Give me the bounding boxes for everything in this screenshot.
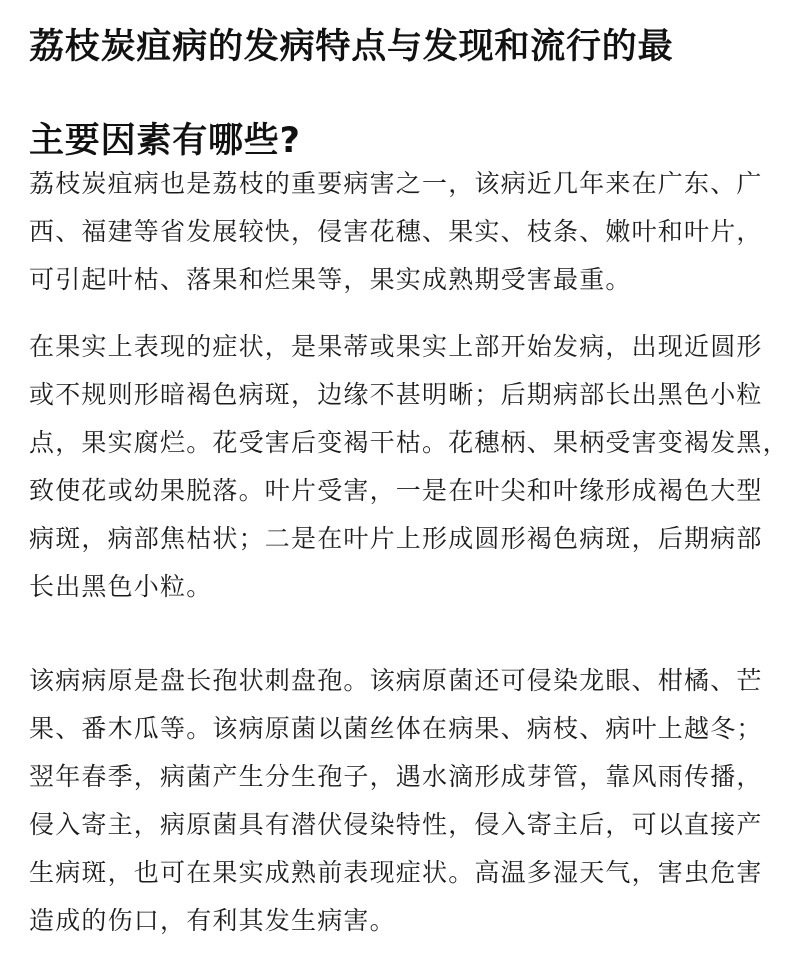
paragraph-line: 果、番木瓜等。该病原菌以菌丝体在病果、病枝、病叶上越冬； — [29, 714, 763, 743]
paragraph-line: 在果实上表现的症状，是果蒂或果实上部开始发病，出现近圆形 — [29, 332, 763, 361]
paragraph-line: 点，果实腐烂。花受害后变褐干枯。花穗柄、果柄受害变褐发黑， — [29, 428, 789, 457]
paragraph-line: 病斑，病部焦枯状；二是在叶片上形成圆形褐色病斑，后期病部 — [29, 524, 763, 553]
paragraph-overview — [29, 160, 763, 304]
title-line: 主要因素有哪些? — [29, 121, 301, 161]
paragraph-line: 侵入寄主，病原菌具有潜伏侵染特性，侵入寄主后，可以直接产 — [29, 810, 763, 839]
paragraph-line: 致使花或幼果脱落。叶片受害，一是在叶尖和叶缘形成褐色大型 — [29, 476, 763, 505]
paragraph-pathogen — [29, 657, 763, 945]
paragraph-line: 该病病原是盘长孢状刺盘孢。该病原菌还可侵染龙眼、柑橘、芒 — [29, 666, 763, 695]
paragraph-line: 造成的伤口，有利其发生病害。 — [29, 906, 396, 935]
paragraph-line: 可引起叶枯、落果和烂果等，果实成熟期受害最重。 — [29, 265, 632, 294]
paragraph-line: 或不规则形暗褐色病斑，边缘不甚明晰；后期病部长出黑色小粒 — [29, 380, 763, 409]
paragraph-line: 生病斑，也可在果实成熟前表现症状。高温多湿天气，害虫危害 — [29, 858, 763, 887]
paragraph-line: 长出黑色小粒。 — [29, 572, 213, 601]
paragraph-line: 西、福建等省发展较快，侵害花穗、果实、枝条、嫩叶和叶片， — [29, 217, 763, 246]
title-line: 荔枝炭疽病的发病特点与发现和流行的最 — [29, 27, 674, 67]
paragraph-line: 荔枝炭疽病也是荔枝的重要病害之一，该病近几年来在广东、广 — [29, 169, 763, 198]
paragraph-symptoms — [29, 323, 789, 611]
paragraph-line: 翌年春季，病菌产生分生孢子，遇水滴形成芽管，靠风雨传播， — [29, 762, 763, 791]
